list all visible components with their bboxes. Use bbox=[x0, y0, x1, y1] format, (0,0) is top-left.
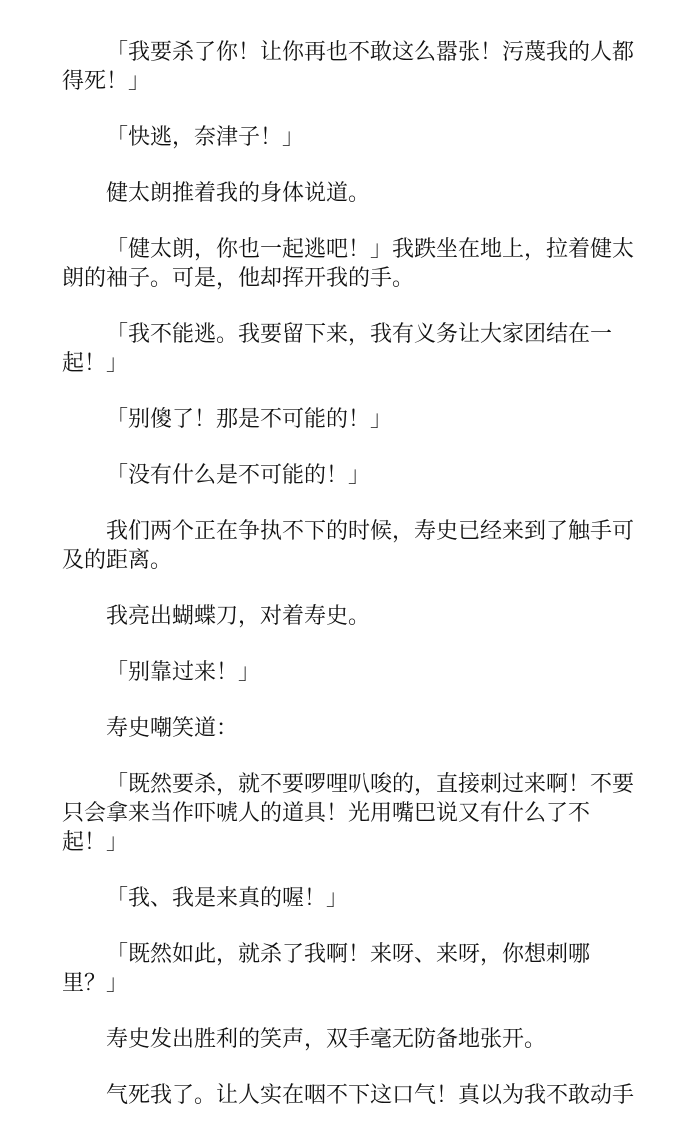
paragraph: 寿史嘲笑道： bbox=[106, 716, 239, 741]
paragraph: 我们两个正在争执不下的时候，寿史已经来到了触手可及的距离。 bbox=[62, 519, 635, 573]
document-page bbox=[62, 38, 642, 1137]
paragraph: 「我不能逃。我要留下来，我有义务让大家团结在一起！」 bbox=[62, 322, 613, 376]
paragraph: 「健太朗，你也一起逃吧！」我跌坐在地上，拉着健太朗的袖子。可是，他却挥开我的手。 bbox=[62, 237, 635, 291]
paragraph: 「我要杀了你！让你再也不敢这么嚣张！污蔑我的人都得死！」 bbox=[62, 40, 635, 94]
paragraph: 「快逃，奈津子！」 bbox=[106, 125, 305, 150]
paragraph: 「别傻了！那是不可能的！」 bbox=[106, 407, 393, 432]
paragraph: 「别靠过来！」 bbox=[106, 660, 261, 685]
paragraph: 「既然如此，就杀了我啊！来呀、来呀，你想刺哪里？」 bbox=[62, 942, 591, 996]
paragraph: 「既然要杀，就不要啰哩叭唆的，直接刺过来啊！不要只会拿来当作吓唬人的道具！光用嘴巴说又有什么了不起！」 bbox=[62, 772, 635, 855]
paragraph: 「没有什么是不可能的！」 bbox=[106, 463, 371, 488]
paragraph: 我亮出蝴蝶刀，对着寿史。 bbox=[106, 604, 371, 629]
paragraph: 气死我了。让人实在咽不下这口气！真以为我不敢动手 bbox=[106, 1083, 635, 1108]
paragraph: 「我、我是来真的喔！」 bbox=[106, 886, 349, 911]
paragraph: 健太朗推着我的身体说道。 bbox=[106, 181, 371, 206]
paragraph: 寿史发出胜利的笑声，双手毫无防备地张开。 bbox=[106, 1027, 547, 1052]
